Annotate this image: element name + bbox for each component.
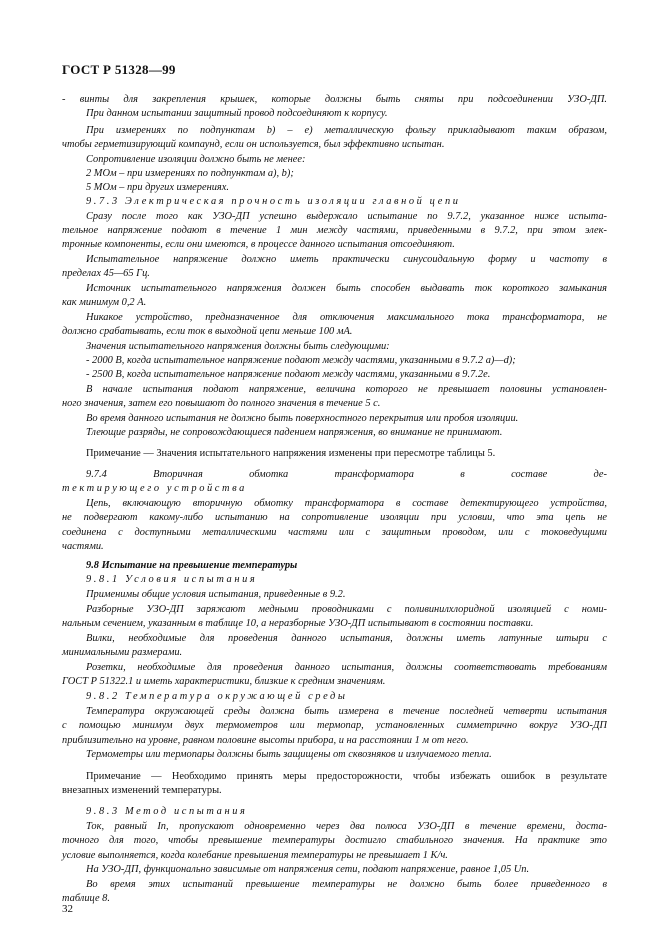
- section-heading: тектирующего устройства: [62, 483, 247, 494]
- text-line: 5 МОм – при других измерениях.: [86, 182, 229, 193]
- text-line: Ток, равный Iп, пропускают одновременно через два полюса УЗО-ДП в течение времени, доста-: [86, 821, 607, 832]
- note-line: внезапных изменений температуры.: [62, 785, 222, 796]
- text-line: частями.: [62, 541, 104, 552]
- section-heading: 9.8.3 Метод испытания: [86, 806, 248, 817]
- text-line: таблице 8.: [62, 893, 110, 904]
- text-line: Тлеющие разряды, не сопровождающиеся падением напряжения, во внимание не принимают.: [86, 427, 503, 438]
- page-number: 32: [62, 903, 73, 915]
- text-line: тронные компоненты, если они имеются, в процессе данного испытания отсоединяют.: [62, 239, 455, 250]
- document-header: ГОСТ Р 51328—99: [62, 62, 176, 77]
- text-line: чтобы герметизирующий компаунд, если он используется, был эффективно испытан.: [62, 139, 445, 150]
- text-line: не подвергают какому-либо испытанию на сопротивление изоляции при условии, что эта цепь не: [62, 512, 607, 523]
- text-line: Источник испытательного напряжения должен быть способен выдавать ток короткого замыкания: [86, 283, 607, 294]
- text-line: На УЗО-ДП, функционально зависимые от напряжения сети, подают напряжение, равное 1,05 Uп.: [86, 864, 530, 875]
- text-line: Значения испытательного напряжения должны быть следующими:: [86, 341, 390, 352]
- text-line: точного для того, чтобы превышение температуры достигло стабильного значения. На практике это: [62, 835, 607, 846]
- text-line: как минимум 0,2 А.: [62, 297, 147, 308]
- text-line: Вилки, необходимые для проведения данного испытания, должны иметь латунные штыри с: [86, 633, 607, 644]
- text-line: Цепь, включающую вторичную обмотку трансформатора в составе детектирующего устройства,: [86, 498, 607, 509]
- text-line: должно срабатывать, если ток в выходной цепи меньше 100 мА.: [62, 326, 353, 337]
- text-line: - 2000 В, когда испытательное напряжение подают между частями, указанными в 9.7.2 a)—d);: [86, 355, 516, 366]
- text-line: тельное напряжение подают в течение 1 мин между частями, приведенными в 9.7.2, при этом элек-: [62, 225, 607, 236]
- text-line: пределах 45—65 Гц.: [62, 268, 150, 279]
- text-line: Никакое устройство, предназначенное для отключения максимального тока трансформатора, не: [86, 312, 607, 323]
- text-line: При измерениях по подпунктам b) – e) металлическую фольгу прикладывают таким образом,: [86, 125, 607, 136]
- text-line: Сразу после того как УЗО-ДП успешно выдержало испытание по 9.7.2, указанное ниже испыта-: [86, 211, 607, 222]
- text-line: Розетки, необходимые для проведения данного испытания, должны соответствовать требованиям: [86, 662, 607, 673]
- text-line: - винты для закрепления крышек, которые должны быть сняты при подсоединении УЗО-ДП.: [62, 94, 607, 105]
- text-line: Во время данного испытания не должно быть поверхностного перекрытия или пробоя изоляции.: [86, 413, 519, 424]
- text-line: приблизительно на уровне, равном половине высоты прибора, и на расстоянии 1 м от него.: [62, 735, 469, 746]
- text-line: с помощью минимум двух термометров или термопар, установленных симметрично вокруг УЗО-ДП: [62, 720, 607, 731]
- text-line: Применимы общие условия испытания, приведенные в 9.2.: [86, 589, 346, 600]
- text-line: 2 МОм – при измерениях по подпунктам a), b);: [86, 168, 294, 179]
- text-line: условие выполняется, когда колебание превышения температуры не превышает 1 К/ч.: [62, 850, 448, 861]
- text-line: Во время этих испытаний превышение температуры не должно быть более приведенного в: [86, 879, 607, 890]
- text-line: В начале испытания подают напряжение, величина которого не превышает половины установлен-: [86, 384, 607, 395]
- text-line: При данном испытании защитный провод подсоединяют к корпусу.: [86, 108, 388, 119]
- text-line: - 2500 В, когда испытательное напряжение подают между частями, указанными в 9.7.2e.: [86, 369, 491, 380]
- section-heading: 9.8.2 Температура окружающей среды: [86, 691, 348, 702]
- text-line: Температура окружающей среды должна быть измерена в течение последней четверти испытания: [86, 706, 607, 717]
- section-heading: 9.7.3 Электрическая прочность изоляции главной цепи: [86, 196, 461, 207]
- section-heading: 9.7.4 Вторичная обмотка трансформатора в составе де-: [86, 469, 607, 480]
- section-heading: 9.8 Испытание на превышение температуры: [86, 560, 298, 571]
- text-line: Разборные УЗО-ДП заряжают медными проводниками с поливинилхлоридной изоляцией с номи-: [86, 604, 607, 615]
- section-heading: 9.8.1 Условия испытания: [86, 574, 258, 585]
- text-line: Термометры или термопары должны быть защищены от сквозняков и излучаемого тепла.: [86, 749, 492, 760]
- text-line: ного значения, затем его повышают до полного значения в течение 5 с.: [62, 398, 381, 409]
- note-line: Примечание — Значения испытательного напряжения изменены при пересмотре таблицы 5.: [86, 448, 496, 459]
- text-line: ГОСТ Р 51322.1 и иметь характеристики, близкие к средним значениям.: [62, 676, 386, 687]
- text-line: Сопротивление изоляции должно быть не менее:: [86, 154, 306, 165]
- text-line: соединена с доступными металлическими частями или с защитным проводом, или с токоведущими: [62, 527, 607, 538]
- text-line: Испытательное напряжение должно иметь практически синусоидальную форму и частоту в: [86, 254, 607, 265]
- note-line: Примечание — Необходимо принять меры предосторожности, чтобы избежать ошибок в результате: [86, 771, 607, 782]
- text-line: нальным сечением, указанным в таблице 10, а неразборные УЗО-ДП испытывают в состоянии поставки.: [62, 618, 534, 629]
- text-line: минимальными размерами.: [62, 647, 183, 658]
